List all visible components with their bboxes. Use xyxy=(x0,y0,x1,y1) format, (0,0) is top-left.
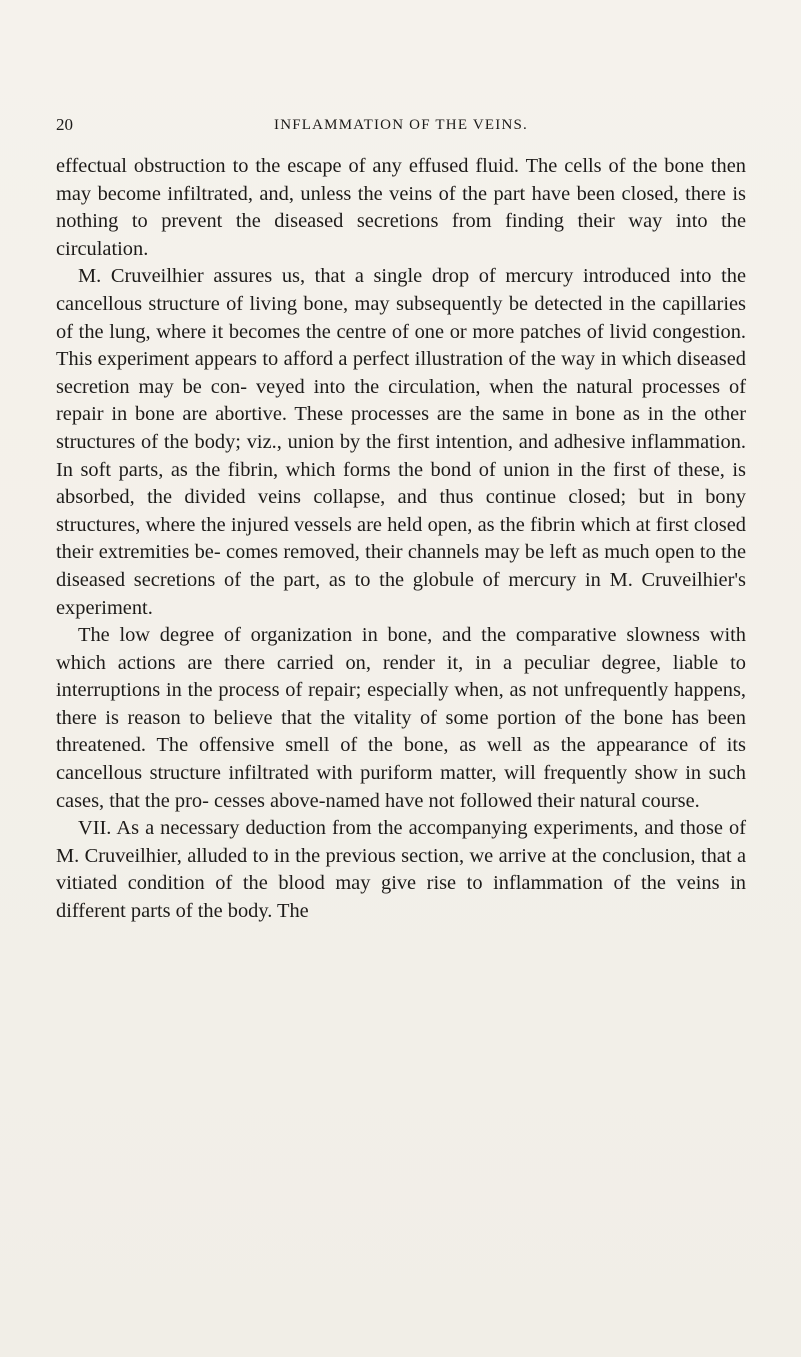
body-text xyxy=(56,153,746,926)
paragraph-continuation: effectual obstruction to the escape of any effused fluid. The cells of the bone then may become infiltrated, and, unless the veins of the part have been closed, there is nothing to prevent the diseased secretions from finding their way into the circulation. xyxy=(56,155,746,260)
paragraph-section-vii: VII. As a necessary deduction from the accompanying experiments, and those of M. Cruveilhier, alluded to in the previous section, we arrive at the conclusion, that a vitiated condition of the blood may give rise to inflammation of the veins in different parts of the body. The xyxy=(56,817,746,923)
paragraph-organization-in-bone: The low degree of organization in bone, and the comparative slowness with which actions are there carried on, render it, in a peculiar degree, liable to interruptions in the process of repair; especially when, as not unfrequently happens, there is reason to believe that the vitality of some portion of the bone has been threatened. The offensive smell of the bone, as well as the appearance of its cancellous structure infiltrated with puriform matter, will frequently show in such cases, that the pro- cesses above-named have not followed their natural course. xyxy=(56,624,746,812)
running-head xyxy=(56,115,746,137)
paragraph-cruveilhier-experiment: M. Cruveilhier assures us, that a single drop of mercury introduced into the cancellous structure of living bone, may subsequently be detected in the capillaries of the lung, where it becomes the centre of one or more patches of livid congestion. This experiment appears to afford a perfect illustration of the way in which diseased secretion may be con- veyed into the circulation, when the natural processes of repair in bone are abortive. These processes are the same in bone as in the other structures of the body; viz., union by the first intention, and adhesive inflammation. In soft parts, as the fibrin, which forms the bond of union in the first of these, is absorbed, the divided veins collapse, and thus continue closed; but in bony structures, where the injured vessels are held open, as the fibrin which at first closed their extremities be- comes removed, their channels may be left as much open to the diseased secretions of the part, as to the globule of mercury in M. Cruveilhier's experiment. xyxy=(56,265,746,619)
running-title: INFLAMMATION OF THE VEINS. xyxy=(274,117,528,133)
page-number: 20 xyxy=(56,115,73,134)
